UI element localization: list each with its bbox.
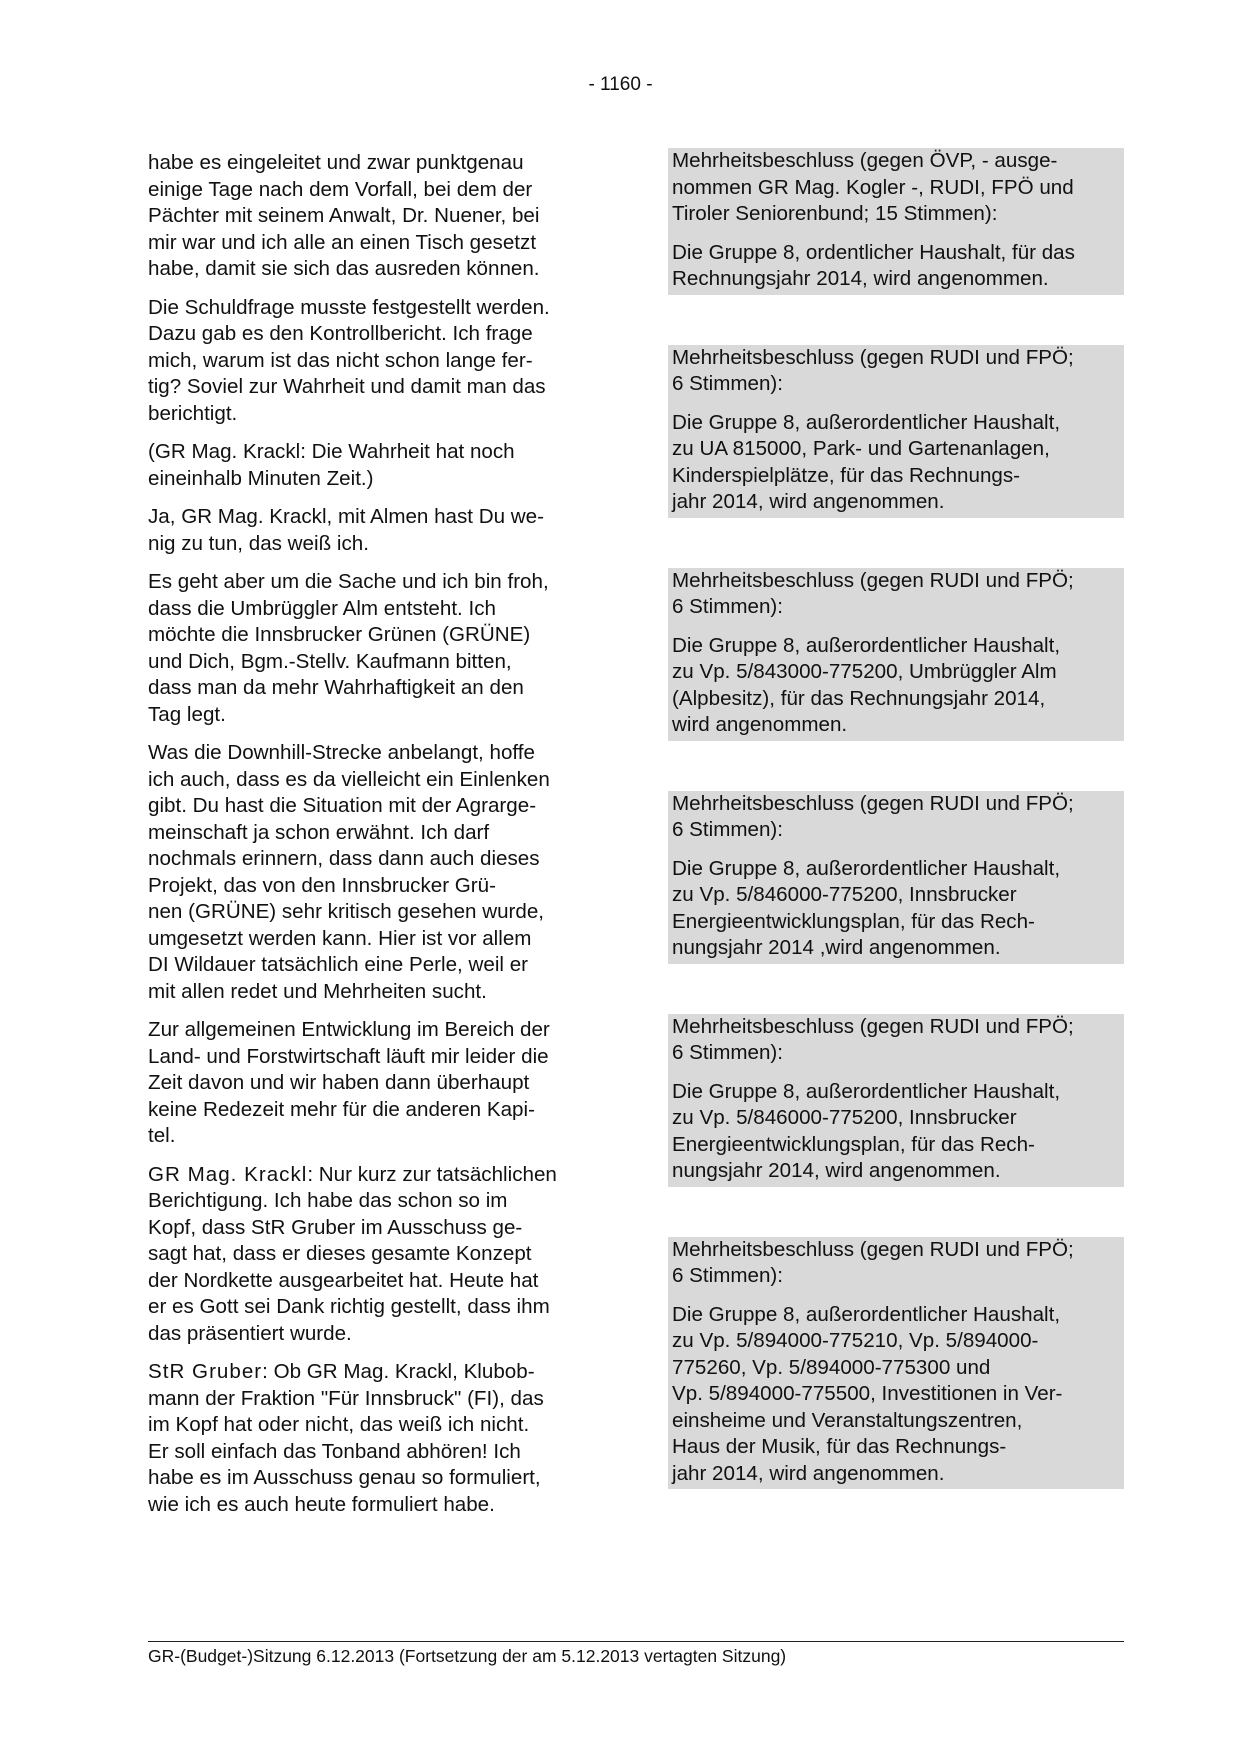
- paragraph: (GR Mag. Krackl: Die Wahrheit hat noch eineinhalb Minuten Zeit.): [148, 440, 515, 490]
- footer-divider: [148, 1641, 1124, 1642]
- resolution-box: [668, 568, 1124, 741]
- paragraph: Ja, GR Mag. Krackl, mit Almen hast Du we- nig zu tun, das weiß ich.: [148, 505, 544, 555]
- decision-text: Die Gruppe 8, außerordentlicher Haushalt, zu UA 815000, Park- und Gartenanlagen, Kinderspielplätze, für das Rechnungs- jahr 2014, wird angenommen.: [672, 410, 1061, 513]
- vote-result: Mehrheitsbeschluss (gegen RUDI und FPÖ; 6 Stimmen):: [672, 1014, 1074, 1064]
- resolutions-column: [668, 148, 1124, 1539]
- decision-text: Die Gruppe 8, ordentlicher Haushalt, für das Rechnungsjahr 2014, wird angenommen.: [672, 240, 1075, 290]
- paragraph: Es geht aber um die Sache und ich bin froh, dass die Umbrüggler Alm entsteht. Ich möchte die Innsbrucker Grünen (GRÜNE) und Dich, Bgm.-Stellv. Kaufmann bitten, dass man da mehr Wahrhaftigkeit an den Tag legt.: [148, 570, 549, 726]
- vote-result: Mehrheitsbeschluss (gegen RUDI und FPÖ; 6 Stimmen):: [672, 568, 1074, 618]
- speech-text: : Ob GR Mag. Krackl, Klubob- mann der Fraktion "Für Innsbruck" (FI), das im Kopf hat oder nicht, das weiß ich nicht. Er soll einfach das Tonband abhören! Ich habe es im Ausschuss genau so formuliert, wie ich es auch heute formuliert habe.: [148, 1360, 544, 1516]
- speaker-paragraph: [148, 1162, 598, 1348]
- vote-result: Mehrheitsbeschluss (gegen ÖVP, - ausge- nommen GR Mag. Kogler -, RUDI, FPÖ und Tiroler Seniorenbund; 15 Stimmen):: [672, 149, 1074, 225]
- page-number: - 1160 -: [588, 74, 653, 95]
- paragraph: Die Schuldfrage musste festgestellt werden. Dazu gab es den Kontrollbericht. Ich frage mich, warum ist das nicht schon lange fer- tig? Soviel zur Wahrheit und damit man das berichtigt.: [148, 295, 550, 425]
- vote-result: Mehrheitsbeschluss (gegen RUDI und FPÖ; 6 Stimmen):: [672, 345, 1074, 395]
- footer-text: GR-(Budget-)Sitzung 6.12.2013 (Fortsetzung der am 5.12.2013 vertagten Sitzung): [148, 1646, 787, 1666]
- resolution-box: [668, 791, 1124, 964]
- decision-text: Die Gruppe 8, außerordentlicher Haushalt, zu Vp. 5/846000-775200, Innsbrucker Energieentwicklungsplan, für das Rech- nungsjahr 2014 ,wird angenommen.: [672, 856, 1061, 959]
- vote-result: Mehrheitsbeschluss (gegen RUDI und FPÖ; 6 Stimmen):: [672, 791, 1074, 841]
- speaker-name: GR Mag. Krackl: [148, 1162, 308, 1186]
- speech-column: [148, 150, 598, 1530]
- resolution-box: [668, 148, 1124, 295]
- decision-text: Die Gruppe 8, außerordentlicher Haushalt, zu Vp. 5/843000-775200, Umbrüggler Alm (Alpbesitz), für das Rechnungsjahr 2014, wird angenommen.: [672, 633, 1061, 736]
- speaker-name: StR Gruber: [148, 1360, 263, 1383]
- resolution-box: [668, 345, 1124, 518]
- paragraph: Zur allgemeinen Entwicklung im Bereich der Land- und Forstwirtschaft läuft mir leider die Zeit davon und wir haben dann überhaupt keine Redezeit mehr für die anderen Kapi- tel.: [148, 1018, 550, 1147]
- paragraph: Was die Downhill-Strecke anbelangt, hoffe ich auch, dass es da vielleicht ein Einlenken gibt. Du hast die Situation mit der Agrarge- meinschaft ja schon erwähnt. Ich darf nochmals erinnern, dass dann auch dieses Projekt, das von den Innsbrucker Grü- nen (GRÜNE) sehr kritisch gesehen wurde, umgesetzt werden kann. Hier ist vor allem DI Wildauer tatsächlich eine Perle, weil er mit allen redet und Mehrheiten sucht.: [148, 741, 550, 1003]
- speech-text: : Nur kurz zur tatsächlichen Berichtigung. Ich habe das schon so im Kopf, dass StR Gruber im Ausschuss ge- sagt hat, dass er dieses gesamte Konzept der Nordkette ausgearbeitet hat. Heute hat er es Gott sei Dank richtig gestellt, dass ihm das präsentiert wurde.: [148, 1162, 557, 1345]
- resolution-box: [668, 1237, 1124, 1490]
- paragraph: habe es eingeleitet und zwar punktgenau einige Tage nach dem Vorfall, bei dem der Pächter mit seinem Anwalt, Dr. Nuener, bei mir war und ich alle an einen Tisch gesetzt habe, damit sie sich das ausreden können.: [148, 151, 540, 280]
- decision-text: Die Gruppe 8, außerordentlicher Haushalt, zu Vp. 5/894000-775210, Vp. 5/894000- 775260, Vp. 5/894000-775300 und Vp. 5/894000-775500, Investitionen in Ver- einsheime und Veranstaltungszentren, Haus der Musik, für das Rechnungs- jahr 2014, wird angenommen.: [672, 1302, 1063, 1485]
- speaker-paragraph: [148, 1359, 598, 1518]
- decision-text: Die Gruppe 8, außerordentlicher Haushalt, zu Vp. 5/846000-775200, Innsbrucker Energieentwicklungsplan, für das Rech- nungsjahr 2014, wird angenommen.: [672, 1079, 1061, 1182]
- resolution-box: [668, 1014, 1124, 1187]
- vote-result: Mehrheitsbeschluss (gegen RUDI und FPÖ; 6 Stimmen):: [672, 1237, 1074, 1287]
